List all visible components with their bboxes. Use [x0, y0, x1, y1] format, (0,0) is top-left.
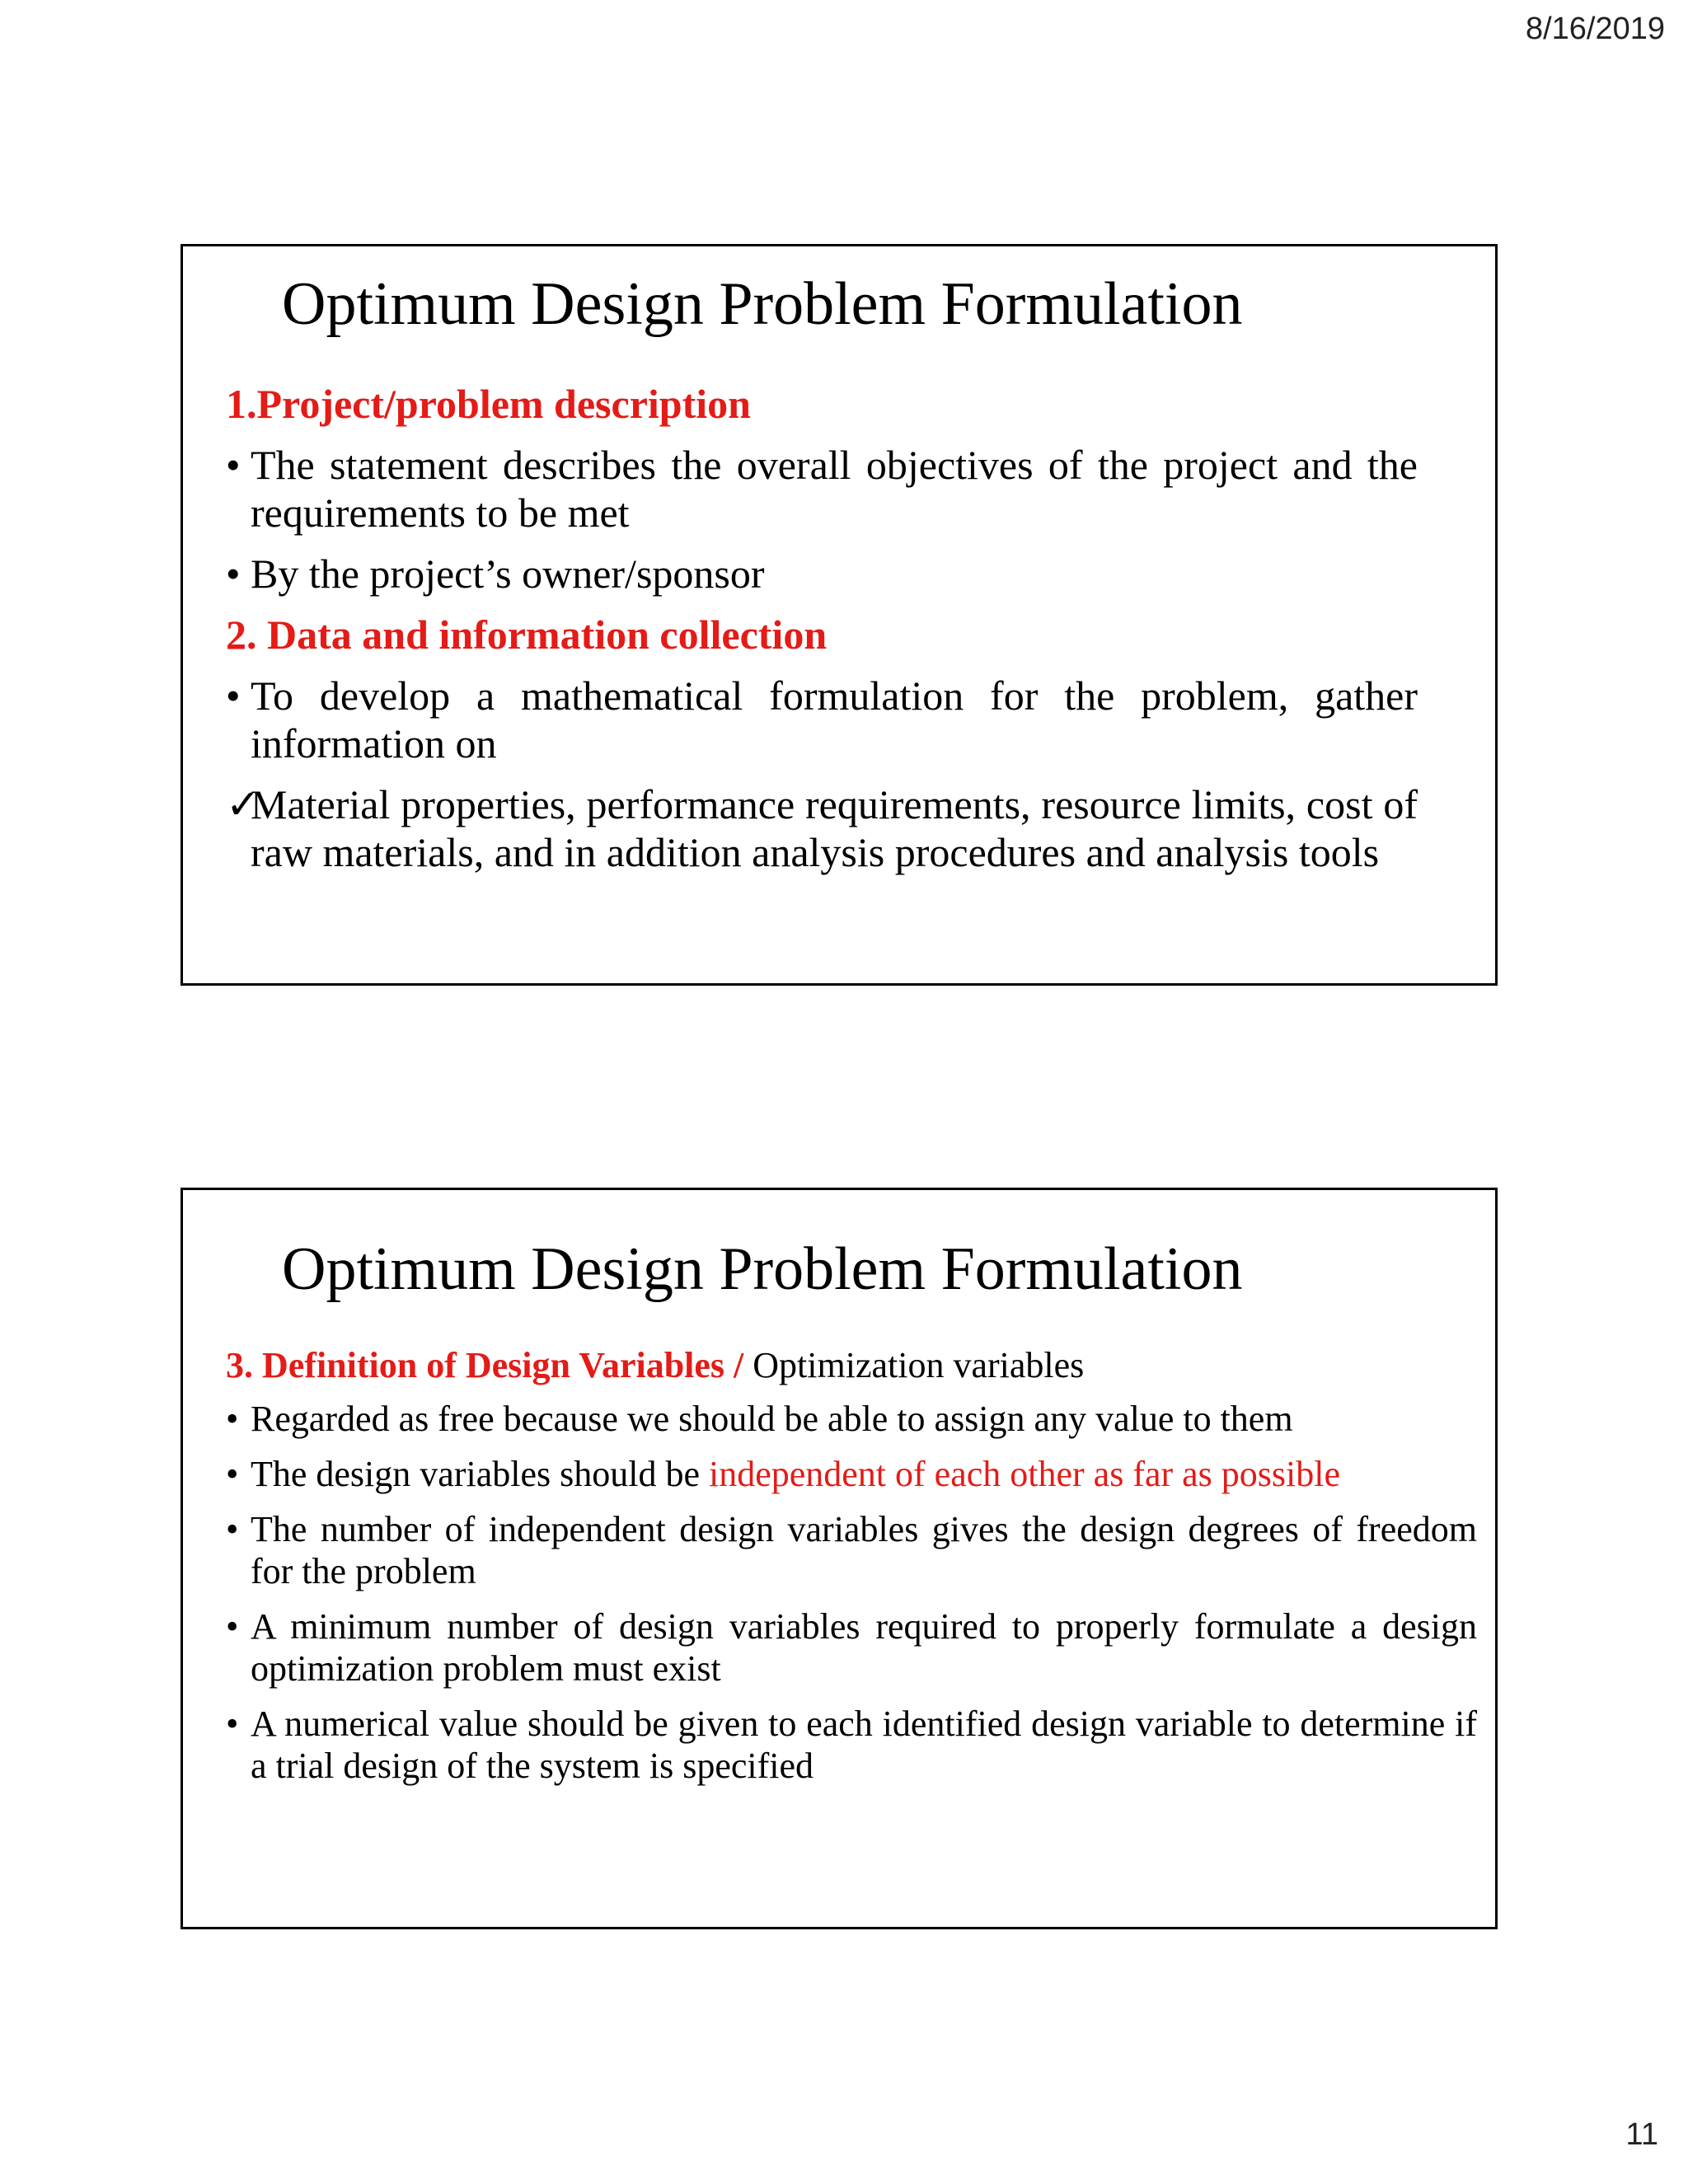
bullet-marker: • [226, 1399, 239, 1439]
page-date: 8/16/2019 [1525, 12, 1665, 46]
bullet-text-highlight: independent of each other as far as possible [708, 1454, 1341, 1494]
slide-2 [181, 1188, 1498, 1929]
bullet-marker: • [226, 1509, 239, 1549]
section-heading-project-description: 1.Project/problem description [226, 381, 751, 427]
heading-bold-part: 3. Definition of Design Variables / [226, 1345, 744, 1385]
bullet-item [226, 1605, 1477, 1690]
slide-body [226, 1344, 1477, 1800]
bullet-marker: • [226, 551, 241, 597]
page-number: 11 [1625, 2117, 1658, 2152]
bullet-marker: • [226, 1454, 239, 1494]
bullet-text: A numerical value should be given to each identified design variable to determine if a trial design of the system is specified [251, 1704, 1477, 1786]
bullet-item [226, 441, 1418, 537]
check-text: Material properties, performance requirements, resource limits, cost of raw materials, and in addition analysis procedures and analysis tools [251, 781, 1418, 875]
section-heading-design-variables [226, 1344, 1477, 1386]
bullet-text: To develop a mathematical formulation for the problem, gather information on [251, 673, 1418, 766]
bullet-marker: • [226, 673, 241, 719]
bullet-item [226, 550, 1418, 598]
bullet-item [226, 1453, 1477, 1495]
bullet-item [226, 1703, 1477, 1787]
section-heading-data-collection: 2. Data and information collection [226, 612, 828, 658]
bullet-text: The number of independent design variables gives the design degrees of freedom for the problem [251, 1509, 1477, 1591]
bullet-text-prefix: The design variables should be [251, 1454, 709, 1494]
slide-1 [181, 244, 1498, 986]
bullet-marker: • [226, 1606, 239, 1647]
bullet-text: Regarded as free because we should be able to assign any value to them [251, 1399, 1293, 1439]
bullet-text: A minimum number of design variables required to properly formulate a design optimization problem must exist [251, 1606, 1477, 1689]
bullet-item [226, 1508, 1477, 1592]
slide-title: Optimum Design Problem Formulation [282, 270, 1243, 338]
bullet-item [226, 672, 1418, 767]
slide-body [226, 380, 1418, 889]
bullet-item [226, 1398, 1477, 1440]
bullet-marker: • [226, 442, 241, 488]
bullet-marker: • [226, 1704, 239, 1744]
checkmark-icon: ✓ [226, 781, 260, 827]
bullet-text: The statement describes the overall objectives of the project and the requirements to be met [251, 442, 1418, 536]
bullet-text: By the project’s owner/sponsor [251, 551, 765, 597]
heading-rest-part: Optimization variables [743, 1345, 1085, 1385]
check-item [226, 780, 1418, 876]
slide-title: Optimum Design Problem Formulation [282, 1235, 1243, 1303]
